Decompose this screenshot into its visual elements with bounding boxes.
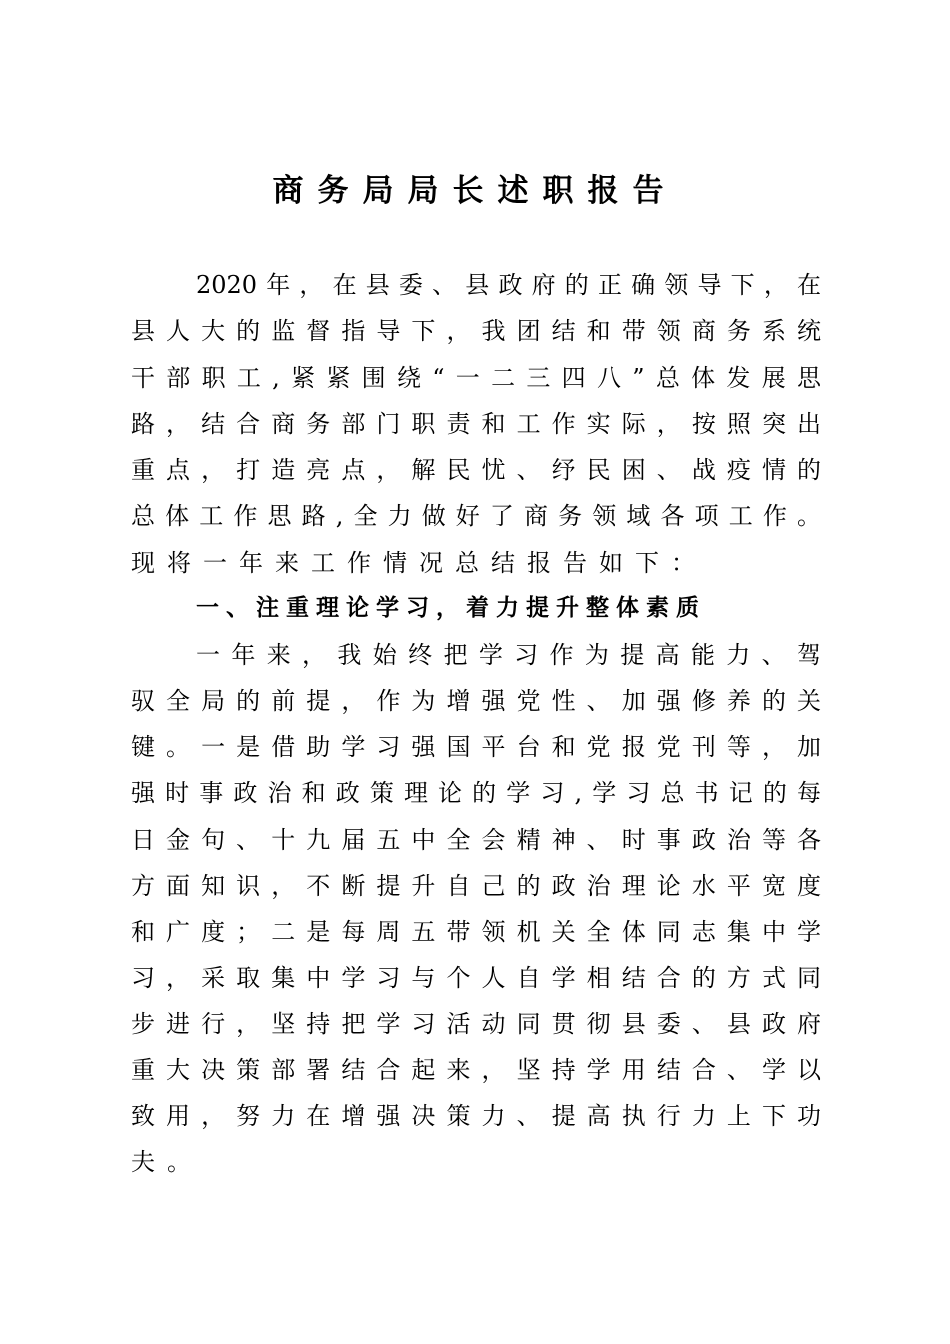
section-heading: 一、注重理论学习，着力提升整体素质 bbox=[196, 595, 706, 621]
text-line: 一年来，我始终把学习作为提高能力、驾 bbox=[196, 641, 821, 669]
text-line: 总体工作思路,全力做好了商务领域各项工作。 bbox=[131, 502, 821, 530]
text-line: 驭全局的前提，作为增强党性、加强修养的关 bbox=[131, 687, 821, 715]
text-line: 重点，打造亮点，解民忧、纾民困、战疫情的 bbox=[131, 456, 821, 484]
text-line: 键。一是借助学习强国平台和党报党刊等，加 bbox=[131, 733, 821, 761]
text-line: 2020年，在县委、县政府的正确领导下，在 bbox=[196, 271, 821, 299]
text-line: 干部职工,紧紧围绕“一二三四八”总体发展思 bbox=[131, 364, 821, 392]
text-line: 重大决策部署结合起来，坚持学用结合、学以 bbox=[131, 1056, 821, 1084]
text-line: 习，采取集中学习与个人自学相结合的方式同 bbox=[131, 964, 821, 992]
text-line: 日金句、十九届五中全会精神、时事政治等各 bbox=[131, 826, 821, 854]
text-line: 夫。 bbox=[131, 1148, 203, 1176]
text-line: 强时事政治和政策理论的学习,学习总书记的每 bbox=[131, 779, 821, 807]
text-line: 路，结合商务部门职责和工作实际，按照突出 bbox=[131, 410, 821, 438]
text-line: 方面知识，不断提升自己的政治理论水平宽度 bbox=[131, 872, 821, 900]
text-line: 步进行，坚持把学习活动同贯彻县委、县政府 bbox=[131, 1010, 821, 1038]
text-line: 致用，努力在增强决策力、提高执行力上下功 bbox=[131, 1102, 821, 1130]
text-line: 现将一年来工作情况总结报告如下： bbox=[131, 549, 707, 577]
document-title: 商务局局长述职报告 bbox=[272, 173, 678, 209]
text-line: 县人大的监督指导下，我团结和带领商务系统 bbox=[131, 317, 821, 345]
text-line: 和广度；二是每周五带领机关全体同志集中学 bbox=[131, 918, 821, 946]
